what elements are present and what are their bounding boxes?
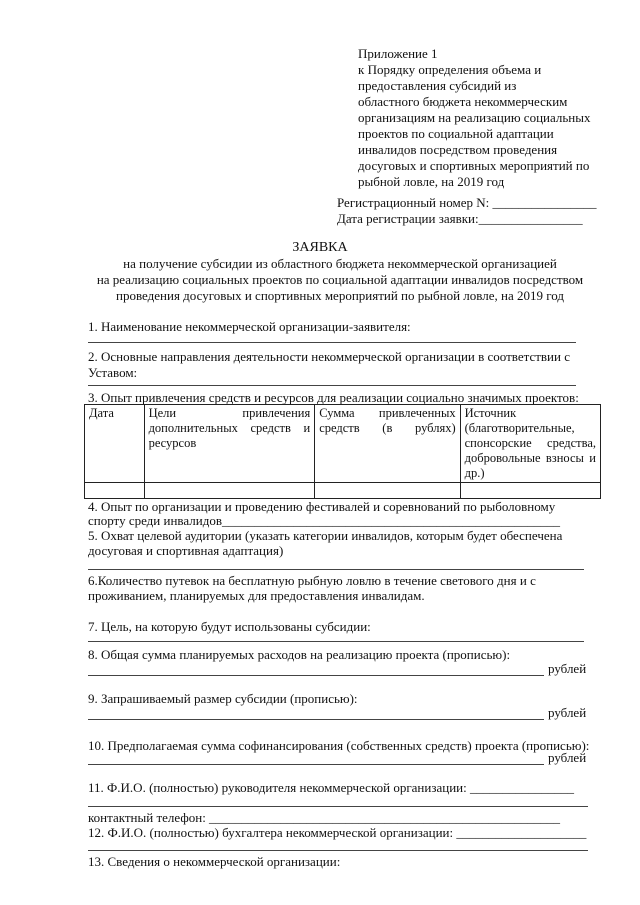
registration-number-field[interactable]: Регистрационный номер N: ________________ (337, 195, 597, 210)
registration-date-field[interactable]: Дата регистрации заявки:________________ (337, 211, 583, 226)
table-cell-date[interactable] (85, 483, 145, 499)
item-5-label: 5. Охват целевой аудитории (указать категории инвалидов, которым будет обеспечена (88, 528, 563, 543)
item-9-input-line[interactable] (88, 719, 544, 720)
table-cell-sum[interactable] (315, 483, 460, 499)
appendix-line: к Порядку определения объема и (358, 62, 542, 77)
header-source: Источник (благотворительные, спонсорские средства, добровольные взносы и др.) (460, 405, 600, 483)
item-1-label: 1. Наименование некоммерческой организации-заявителя: (88, 319, 411, 334)
table-cell-goal[interactable] (144, 483, 315, 499)
appendix-line: организациям на реализацию социальных (358, 110, 591, 125)
item-8-label: 8. Общая сумма планируемых расходов на реализацию проекта (прописью): (88, 647, 511, 662)
item-6-label-cont: проживанием, планируемых для предоставления инвалидам. (88, 588, 425, 603)
item-13-label: 13. Сведения о некоммерческой организации: (88, 854, 341, 869)
item-10-label: 10. Предполагаемая сумма софинансирования (собственных средств) проекта (прописью): (88, 738, 590, 753)
item-11-label[interactable]: 11. Ф.И.О. (полностью) руководителя некоммерческой организации: ________________ (88, 780, 574, 795)
appendix-line: предоставления субсидий из (358, 78, 517, 93)
appendix-block (358, 46, 618, 190)
item-12-input-line[interactable] (88, 850, 588, 851)
document-subtitle (40, 256, 640, 304)
item-3-label: 3. Опыт привлечения средств и ресурсов для реализации социально значимых проектов: (88, 390, 579, 405)
registration-block (337, 195, 596, 227)
appendix-line: инвалидов посредством проведения (358, 142, 558, 157)
subtitle-line: на получение субсидии из областного бюджета некоммерческой организацией (123, 256, 557, 271)
table-row (85, 483, 601, 499)
item-2-label-cont: Уставом: (88, 365, 138, 380)
item-12-label[interactable]: 12. Ф.И.О. (полностью) бухгалтера некоммерческой организации: ____________________ (88, 825, 587, 840)
item-6-label: 6.Количество путевок на бесплатную рыбную ловлю в течение светового дня и с (88, 573, 536, 588)
header-date: Дата (85, 405, 145, 483)
contact-phone-field[interactable]: контактный телефон: ______________________________________________________ (88, 810, 561, 825)
item-11-input-line[interactable] (88, 806, 588, 807)
item-9-unit: рублей (548, 705, 587, 720)
resources-table (84, 404, 601, 499)
appendix-line: проектов по социальной адаптации (358, 126, 554, 141)
appendix-line: областного бюджета некоммерческим (358, 94, 568, 109)
item-5-input-line[interactable] (88, 569, 584, 570)
item-1-input-line[interactable] (88, 342, 576, 343)
item-7-label: 7. Цель, на которую будут использованы субсидии: (88, 619, 371, 634)
item-10-unit: рублей (548, 750, 587, 765)
item-2-input-line[interactable] (88, 385, 576, 386)
document-title: ЗАЯВКА (292, 240, 348, 255)
item-8-unit: рублей (548, 661, 587, 676)
header-sum: Сумма привлеченных средств (в рублях) (315, 405, 460, 483)
table-header-row (85, 405, 601, 483)
item-2-label: 2. Основные направления деятельности некоммерческой организации в соответствии с (88, 349, 570, 364)
appendix-line: Приложение 1 (358, 46, 438, 61)
item-10-input-line[interactable] (88, 764, 544, 765)
item-9-label: 9. Запрашиваемый размер субсидии (прописью): (88, 691, 358, 706)
item-4-label-cont[interactable]: спорту среди инвалидов____________________________________________________ (88, 513, 560, 528)
subtitle-line: на реализацию социальных проектов по социальной адаптации инвалидов посредством (96, 272, 584, 287)
item-4-label: 4. Опыт по организации и проведению фестивалей и соревнований по рыболовному (88, 499, 556, 514)
subtitle-line: проведения досуговых и спортивных мероприятий по рыбной ловле, на 2019 год (116, 288, 564, 303)
header-goal: Цели привлечения дополнительных средств и ресурсов (144, 405, 315, 483)
table-cell-source[interactable] (460, 483, 600, 499)
appendix-line: досуговых и спортивных мероприятий по (358, 158, 590, 173)
item-7-input-line[interactable] (88, 641, 584, 642)
item-8-input-line[interactable] (88, 675, 544, 676)
item-5-label-cont: досуговая и спортивная адаптация) (88, 543, 284, 558)
appendix-line: рыбной ловле, на 2019 год (358, 174, 505, 189)
